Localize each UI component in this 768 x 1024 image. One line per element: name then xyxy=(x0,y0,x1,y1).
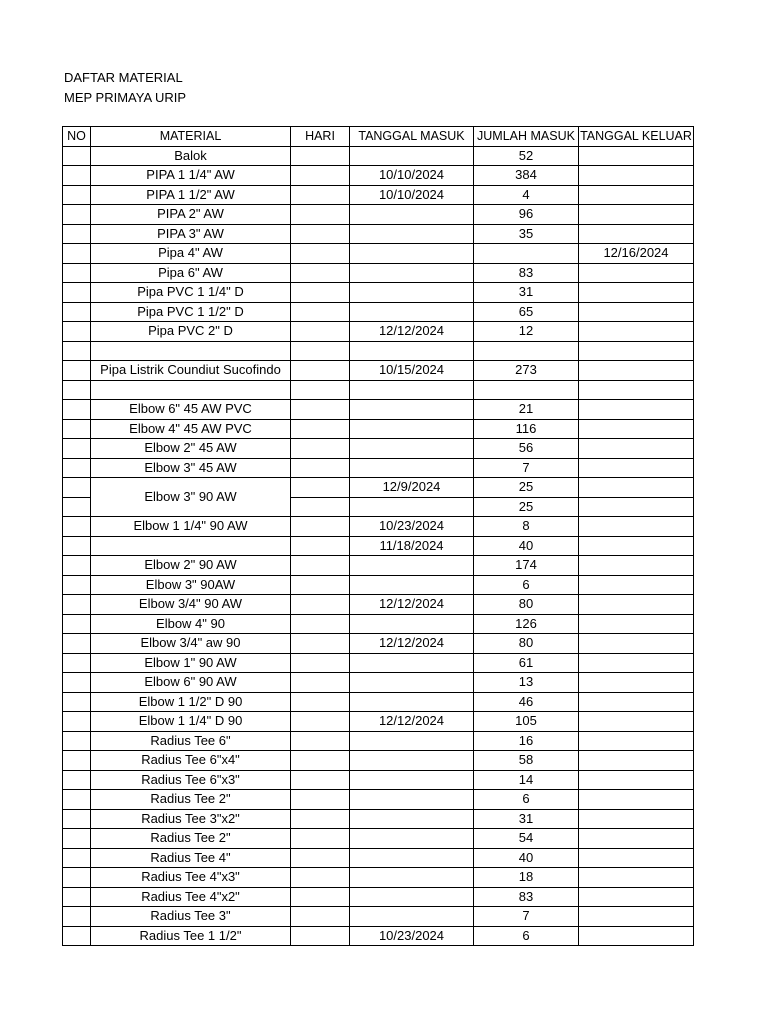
cell-hari[interactable] xyxy=(291,517,350,537)
cell-no[interactable] xyxy=(63,692,91,712)
cell-tanggal-masuk[interactable] xyxy=(350,263,474,283)
cell-jumlah-masuk[interactable]: 25 xyxy=(474,497,579,517)
cell-jumlah-masuk[interactable]: 25 xyxy=(474,478,579,498)
cell-material[interactable]: Elbow 1 1/2" D 90 xyxy=(91,692,291,712)
cell-no[interactable] xyxy=(63,517,91,537)
cell-no[interactable] xyxy=(63,731,91,751)
cell-jumlah-masuk[interactable] xyxy=(474,244,579,264)
cell-jumlah-masuk[interactable]: 58 xyxy=(474,751,579,771)
cell-tanggal-masuk[interactable]: 10/10/2024 xyxy=(350,185,474,205)
table-row xyxy=(63,478,694,498)
cell-no[interactable] xyxy=(63,634,91,654)
table-row xyxy=(63,556,694,576)
cell-tanggal-masuk[interactable] xyxy=(350,751,474,771)
table-row xyxy=(63,361,694,381)
cell-no[interactable] xyxy=(63,907,91,927)
cell-material[interactable]: Pipa Listrik Coundiut Sucofindo xyxy=(91,361,291,381)
cell-material[interactable]: PIPA 3" AW xyxy=(91,224,291,244)
cell-no[interactable] xyxy=(63,205,91,225)
cell-jumlah-masuk[interactable]: 14 xyxy=(474,770,579,790)
cell-tanggal-masuk[interactable] xyxy=(350,731,474,751)
cell-jumlah-masuk[interactable]: 54 xyxy=(474,829,579,849)
cell-hari[interactable] xyxy=(291,770,350,790)
cell-tanggal-masuk[interactable] xyxy=(350,692,474,712)
cell-tanggal-keluar[interactable] xyxy=(579,556,694,576)
cell-tanggal-keluar[interactable] xyxy=(579,887,694,907)
cell-no[interactable] xyxy=(63,400,91,420)
table-row xyxy=(63,809,694,829)
cell-jumlah-masuk[interactable]: 174 xyxy=(474,556,579,576)
cell-tanggal-keluar[interactable] xyxy=(579,848,694,868)
cell-jumlah-masuk[interactable]: 6 xyxy=(474,575,579,595)
cell-tanggal-masuk[interactable]: 10/15/2024 xyxy=(350,361,474,381)
cell-jumlah-masuk[interactable]: 13 xyxy=(474,673,579,693)
cell-material[interactable]: Pipa PVC 1 1/2" D xyxy=(91,302,291,322)
cell-hari[interactable] xyxy=(291,458,350,478)
cell-jumlah-masuk[interactable]: 31 xyxy=(474,809,579,829)
cell-tanggal-masuk[interactable]: 10/10/2024 xyxy=(350,166,474,186)
cell-hari[interactable] xyxy=(291,478,350,498)
cell-hari[interactable] xyxy=(291,751,350,771)
cell-jumlah-masuk[interactable]: 126 xyxy=(474,614,579,634)
cell-no[interactable] xyxy=(63,770,91,790)
cell-material[interactable]: Elbow 3/4" 90 AW xyxy=(91,595,291,615)
table-row xyxy=(63,302,694,322)
cell-no[interactable] xyxy=(63,322,91,342)
cell-no[interactable] xyxy=(63,419,91,439)
cell-tanggal-masuk[interactable] xyxy=(350,868,474,888)
cell-tanggal-keluar[interactable] xyxy=(579,400,694,420)
cell-tanggal-keluar[interactable] xyxy=(579,439,694,459)
cell-tanggal-keluar[interactable] xyxy=(579,634,694,654)
table-row xyxy=(63,517,694,537)
table-row xyxy=(63,244,694,264)
cell-hari[interactable] xyxy=(291,887,350,907)
cell-tanggal-keluar[interactable] xyxy=(579,536,694,556)
cell-material[interactable]: Radius Tee 3"x2" xyxy=(91,809,291,829)
cell-tanggal-masuk[interactable]: 11/18/2024 xyxy=(350,536,474,556)
table-row xyxy=(63,536,694,556)
cell-hari[interactable] xyxy=(291,614,350,634)
cell-tanggal-masuk[interactable] xyxy=(350,380,474,400)
cell-material[interactable]: Elbow 1" 90 AW xyxy=(91,653,291,673)
cell-hari[interactable] xyxy=(291,185,350,205)
cell-material[interactable]: PIPA 2" AW xyxy=(91,205,291,225)
cell-hari[interactable] xyxy=(291,556,350,576)
cell-no[interactable] xyxy=(63,166,91,186)
cell-tanggal-masuk[interactable] xyxy=(350,848,474,868)
cell-hari[interactable] xyxy=(291,497,350,517)
column-header-hari[interactable]: HARI xyxy=(291,127,350,147)
cell-tanggal-keluar[interactable] xyxy=(579,146,694,166)
cell-tanggal-masuk[interactable]: 12/12/2024 xyxy=(350,322,474,342)
cell-hari[interactable] xyxy=(291,283,350,303)
cell-tanggal-keluar[interactable] xyxy=(579,829,694,849)
table-row xyxy=(63,829,694,849)
cell-tanggal-keluar[interactable] xyxy=(579,478,694,498)
cell-jumlah-masuk[interactable]: 61 xyxy=(474,653,579,673)
cell-tanggal-keluar[interactable] xyxy=(579,770,694,790)
cell-material[interactable]: Elbow 4" 90 xyxy=(91,614,291,634)
cell-material[interactable]: Elbow 6" 90 AW xyxy=(91,673,291,693)
cell-tanggal-keluar[interactable] xyxy=(579,653,694,673)
cell-no[interactable] xyxy=(63,887,91,907)
table-body xyxy=(63,146,694,946)
cell-tanggal-keluar[interactable] xyxy=(579,205,694,225)
cell-no[interactable] xyxy=(63,868,91,888)
table-row xyxy=(63,283,694,303)
cell-no[interactable] xyxy=(63,673,91,693)
cell-tanggal-keluar[interactable] xyxy=(579,166,694,186)
cell-hari[interactable] xyxy=(291,400,350,420)
table-header-row xyxy=(63,127,694,147)
table-row xyxy=(63,263,694,283)
cell-jumlah-masuk[interactable]: 65 xyxy=(474,302,579,322)
cell-tanggal-masuk[interactable] xyxy=(350,907,474,927)
table-row xyxy=(63,926,694,946)
column-header-tanggal-keluar[interactable]: TANGGAL KELUAR xyxy=(579,127,694,147)
cell-material[interactable]: PIPA 1 1/2" AW xyxy=(91,185,291,205)
cell-hari[interactable] xyxy=(291,868,350,888)
column-header-no[interactable]: NO xyxy=(63,127,91,147)
cell-material[interactable]: Elbow 1 1/4" D 90 xyxy=(91,712,291,732)
table-row xyxy=(63,146,694,166)
cell-material[interactable]: Radius Tee 4"x3" xyxy=(91,868,291,888)
cell-tanggal-masuk[interactable] xyxy=(350,790,474,810)
cell-hari[interactable] xyxy=(291,244,350,264)
cell-no[interactable] xyxy=(63,556,91,576)
cell-jumlah-masuk[interactable]: 56 xyxy=(474,439,579,459)
cell-jumlah-masuk[interactable]: 18 xyxy=(474,868,579,888)
cell-hari[interactable] xyxy=(291,322,350,342)
cell-jumlah-masuk[interactable] xyxy=(474,380,579,400)
table-row xyxy=(63,712,694,732)
cell-material[interactable]: Radius Tee 2" xyxy=(91,829,291,849)
cell-tanggal-masuk[interactable] xyxy=(350,244,474,264)
cell-jumlah-masuk[interactable]: 116 xyxy=(474,419,579,439)
cell-no[interactable] xyxy=(63,829,91,849)
cell-tanggal-keluar[interactable] xyxy=(579,361,694,381)
cell-hari[interactable] xyxy=(291,575,350,595)
cell-tanggal-keluar[interactable] xyxy=(579,614,694,634)
cell-no[interactable] xyxy=(63,478,91,498)
cell-tanggal-keluar[interactable] xyxy=(579,341,694,361)
table-row xyxy=(63,907,694,927)
cell-hari[interactable] xyxy=(291,790,350,810)
table-row xyxy=(63,673,694,693)
cell-hari[interactable] xyxy=(291,302,350,322)
cell-material[interactable]: Radius Tee 3" xyxy=(91,907,291,927)
cell-material[interactable]: Elbow 6" 45 AW PVC xyxy=(91,400,291,420)
cell-hari[interactable] xyxy=(291,673,350,693)
cell-material[interactable]: Radius Tee 6"x3" xyxy=(91,770,291,790)
cell-tanggal-keluar[interactable]: 12/16/2024 xyxy=(579,244,694,264)
cell-hari[interactable] xyxy=(291,341,350,361)
cell-tanggal-keluar[interactable] xyxy=(579,517,694,537)
cell-hari[interactable] xyxy=(291,361,350,381)
cell-material[interactable]: Pipa 4" AW xyxy=(91,244,291,264)
material-table xyxy=(62,126,694,946)
table-row xyxy=(63,458,694,478)
cell-tanggal-keluar[interactable] xyxy=(579,458,694,478)
cell-tanggal-keluar[interactable] xyxy=(579,692,694,712)
cell-tanggal-masuk[interactable]: 12/12/2024 xyxy=(350,712,474,732)
table-row xyxy=(63,634,694,654)
cell-hari[interactable] xyxy=(291,926,350,946)
cell-no[interactable] xyxy=(63,653,91,673)
cell-tanggal-keluar[interactable] xyxy=(579,302,694,322)
cell-jumlah-masuk[interactable]: 384 xyxy=(474,166,579,186)
cell-hari[interactable] xyxy=(291,419,350,439)
cell-jumlah-masuk[interactable]: 16 xyxy=(474,731,579,751)
cell-tanggal-keluar[interactable] xyxy=(579,673,694,693)
table-row xyxy=(63,419,694,439)
table-row xyxy=(63,770,694,790)
table-row xyxy=(63,400,694,420)
cell-no[interactable] xyxy=(63,595,91,615)
cell-no[interactable] xyxy=(63,497,91,517)
table-row xyxy=(63,575,694,595)
table-row xyxy=(63,653,694,673)
cell-no[interactable] xyxy=(63,439,91,459)
cell-tanggal-keluar[interactable] xyxy=(579,419,694,439)
cell-tanggal-masuk[interactable] xyxy=(350,400,474,420)
cell-hari[interactable] xyxy=(291,634,350,654)
cell-jumlah-masuk[interactable]: 35 xyxy=(474,224,579,244)
cell-material[interactable] xyxy=(91,341,291,361)
table-row xyxy=(63,887,694,907)
table-row xyxy=(63,322,694,342)
document-subtitle: MEP PRIMAYA URIP xyxy=(64,90,187,105)
cell-no[interactable] xyxy=(63,614,91,634)
cell-hari[interactable] xyxy=(291,712,350,732)
cell-material[interactable] xyxy=(91,380,291,400)
cell-no[interactable] xyxy=(63,185,91,205)
table-row xyxy=(63,341,694,361)
cell-tanggal-masuk[interactable]: 12/9/2024 xyxy=(350,478,474,498)
table-row xyxy=(63,731,694,751)
cell-hari[interactable] xyxy=(291,595,350,615)
cell-no[interactable] xyxy=(63,146,91,166)
cell-tanggal-masuk[interactable] xyxy=(350,770,474,790)
cell-material[interactable]: Elbow 3" 90AW xyxy=(91,575,291,595)
document-title: DAFTAR MATERIAL xyxy=(64,70,183,85)
cell-jumlah-masuk[interactable]: 83 xyxy=(474,887,579,907)
cell-material[interactable]: Elbow 2" 90 AW xyxy=(91,556,291,576)
cell-no[interactable] xyxy=(63,341,91,361)
cell-hari[interactable] xyxy=(291,907,350,927)
cell-tanggal-masuk[interactable]: 10/23/2024 xyxy=(350,517,474,537)
cell-hari[interactable] xyxy=(291,536,350,556)
cell-tanggal-masuk[interactable] xyxy=(350,146,474,166)
cell-material[interactable]: PIPA 1 1/4" AW xyxy=(91,166,291,186)
table-row xyxy=(63,848,694,868)
cell-jumlah-masuk[interactable]: 52 xyxy=(474,146,579,166)
cell-tanggal-masuk[interactable] xyxy=(350,458,474,478)
cell-material[interactable]: Elbow 3/4" aw 90 xyxy=(91,634,291,654)
cell-material[interactable]: Pipa 6" AW xyxy=(91,263,291,283)
cell-no[interactable] xyxy=(63,790,91,810)
cell-no[interactable] xyxy=(63,361,91,381)
table-row xyxy=(63,868,694,888)
cell-jumlah-masuk[interactable]: 4 xyxy=(474,185,579,205)
cell-no[interactable] xyxy=(63,283,91,303)
cell-tanggal-masuk[interactable] xyxy=(350,497,474,517)
cell-hari[interactable] xyxy=(291,166,350,186)
cell-tanggal-keluar[interactable] xyxy=(579,907,694,927)
cell-jumlah-masuk[interactable]: 31 xyxy=(474,283,579,303)
cell-tanggal-masuk[interactable] xyxy=(350,283,474,303)
table-row xyxy=(63,751,694,771)
cell-tanggal-keluar[interactable] xyxy=(579,380,694,400)
cell-material[interactable]: Radius Tee 4"x2" xyxy=(91,887,291,907)
cell-tanggal-masuk[interactable] xyxy=(350,341,474,361)
cell-jumlah-masuk[interactable]: 273 xyxy=(474,361,579,381)
cell-material[interactable]: Pipa PVC 1 1/4" D xyxy=(91,283,291,303)
cell-tanggal-masuk[interactable] xyxy=(350,809,474,829)
column-header-tanggal-masuk[interactable]: TANGGAL MASUK xyxy=(350,127,474,147)
cell-tanggal-masuk[interactable] xyxy=(350,575,474,595)
cell-tanggal-masuk[interactable]: 10/23/2024 xyxy=(350,926,474,946)
cell-hari[interactable] xyxy=(291,829,350,849)
cell-no[interactable] xyxy=(63,809,91,829)
cell-jumlah-masuk[interactable]: 80 xyxy=(474,634,579,654)
cell-material[interactable]: Radius Tee 6" xyxy=(91,731,291,751)
cell-tanggal-masuk[interactable] xyxy=(350,673,474,693)
cell-hari[interactable] xyxy=(291,692,350,712)
cell-no[interactable] xyxy=(63,263,91,283)
cell-jumlah-masuk[interactable]: 7 xyxy=(474,907,579,927)
cell-hari[interactable] xyxy=(291,731,350,751)
table-row xyxy=(63,614,694,634)
cell-material[interactable]: Elbow 1 1/4" 90 AW xyxy=(91,517,291,537)
cell-jumlah-masuk[interactable]: 8 xyxy=(474,517,579,537)
cell-no[interactable] xyxy=(63,848,91,868)
cell-no[interactable] xyxy=(63,751,91,771)
cell-tanggal-keluar[interactable] xyxy=(579,497,694,517)
cell-no[interactable] xyxy=(63,712,91,732)
cell-no[interactable] xyxy=(63,926,91,946)
cell-tanggal-keluar[interactable] xyxy=(579,595,694,615)
cell-jumlah-masuk[interactable]: 12 xyxy=(474,322,579,342)
cell-tanggal-masuk[interactable] xyxy=(350,205,474,225)
cell-tanggal-keluar[interactable] xyxy=(579,322,694,342)
cell-tanggal-keluar[interactable] xyxy=(579,790,694,810)
cell-no[interactable] xyxy=(63,244,91,264)
cell-material[interactable]: Radius Tee 4" xyxy=(91,848,291,868)
cell-tanggal-keluar[interactable] xyxy=(579,283,694,303)
cell-tanggal-masuk[interactable] xyxy=(350,653,474,673)
cell-hari[interactable] xyxy=(291,653,350,673)
table-row xyxy=(63,185,694,205)
cell-no[interactable] xyxy=(63,536,91,556)
cell-jumlah-masuk[interactable]: 96 xyxy=(474,205,579,225)
cell-jumlah-masuk[interactable]: 46 xyxy=(474,692,579,712)
cell-tanggal-masuk[interactable] xyxy=(350,302,474,322)
cell-no[interactable] xyxy=(63,575,91,595)
cell-hari[interactable] xyxy=(291,380,350,400)
cell-tanggal-keluar[interactable] xyxy=(579,868,694,888)
cell-jumlah-masuk[interactable]: 80 xyxy=(474,595,579,615)
cell-jumlah-masuk[interactable]: 6 xyxy=(474,790,579,810)
cell-material[interactable]: Balok xyxy=(91,146,291,166)
cell-material[interactable]: Radius Tee 1 1/2" xyxy=(91,926,291,946)
cell-jumlah-masuk[interactable]: 21 xyxy=(474,400,579,420)
table-row xyxy=(63,439,694,459)
cell-tanggal-keluar[interactable] xyxy=(579,712,694,732)
cell-hari[interactable] xyxy=(291,809,350,829)
cell-material[interactable]: Radius Tee 2" xyxy=(91,790,291,810)
cell-tanggal-keluar[interactable] xyxy=(579,575,694,595)
table-row xyxy=(63,790,694,810)
cell-material[interactable]: Elbow 2" 45 AW xyxy=(91,439,291,459)
cell-no[interactable] xyxy=(63,380,91,400)
table-row xyxy=(63,224,694,244)
cell-material[interactable]: Radius Tee 6"x4" xyxy=(91,751,291,771)
cell-jumlah-masuk[interactable]: 40 xyxy=(474,536,579,556)
table-row xyxy=(63,692,694,712)
table-row xyxy=(63,205,694,225)
cell-tanggal-masuk[interactable]: 12/12/2024 xyxy=(350,634,474,654)
cell-tanggal-keluar[interactable] xyxy=(579,751,694,771)
cell-tanggal-masuk[interactable] xyxy=(350,556,474,576)
table-row xyxy=(63,380,694,400)
cell-jumlah-masuk[interactable]: 6 xyxy=(474,926,579,946)
cell-jumlah-masuk[interactable]: 7 xyxy=(474,458,579,478)
cell-no[interactable] xyxy=(63,458,91,478)
cell-jumlah-masuk[interactable]: 40 xyxy=(474,848,579,868)
cell-tanggal-keluar[interactable] xyxy=(579,224,694,244)
cell-jumlah-masuk[interactable] xyxy=(474,341,579,361)
cell-jumlah-masuk[interactable]: 105 xyxy=(474,712,579,732)
cell-material[interactable]: Elbow 3" 45 AW xyxy=(91,458,291,478)
column-header-jumlah-masuk[interactable]: JUMLAH MASUK xyxy=(474,127,579,147)
cell-material[interactable] xyxy=(91,536,291,556)
cell-tanggal-keluar[interactable] xyxy=(579,263,694,283)
cell-tanggal-keluar[interactable] xyxy=(579,926,694,946)
cell-tanggal-masuk[interactable] xyxy=(350,614,474,634)
cell-tanggal-masuk[interactable] xyxy=(350,829,474,849)
cell-jumlah-masuk[interactable]: 83 xyxy=(474,263,579,283)
table-row xyxy=(63,595,694,615)
cell-hari[interactable] xyxy=(291,146,350,166)
cell-tanggal-masuk[interactable] xyxy=(350,439,474,459)
cell-hari[interactable] xyxy=(291,848,350,868)
cell-tanggal-masuk[interactable] xyxy=(350,224,474,244)
cell-material[interactable]: Elbow 4" 45 AW PVC xyxy=(91,419,291,439)
cell-tanggal-masuk[interactable] xyxy=(350,887,474,907)
cell-tanggal-masuk[interactable]: 12/12/2024 xyxy=(350,595,474,615)
cell-hari[interactable] xyxy=(291,205,350,225)
cell-hari[interactable] xyxy=(291,224,350,244)
column-header-material[interactable]: MATERIAL xyxy=(91,127,291,147)
cell-no[interactable] xyxy=(63,224,91,244)
cell-hari[interactable] xyxy=(291,439,350,459)
cell-tanggal-keluar[interactable] xyxy=(579,809,694,829)
cell-material[interactable]: Elbow 3" 90 AW xyxy=(91,478,291,517)
cell-material[interactable]: Pipa PVC 2" D xyxy=(91,322,291,342)
cell-hari[interactable] xyxy=(291,263,350,283)
cell-tanggal-keluar[interactable] xyxy=(579,185,694,205)
table-row xyxy=(63,166,694,186)
cell-no[interactable] xyxy=(63,302,91,322)
cell-tanggal-masuk[interactable] xyxy=(350,419,474,439)
cell-tanggal-keluar[interactable] xyxy=(579,731,694,751)
